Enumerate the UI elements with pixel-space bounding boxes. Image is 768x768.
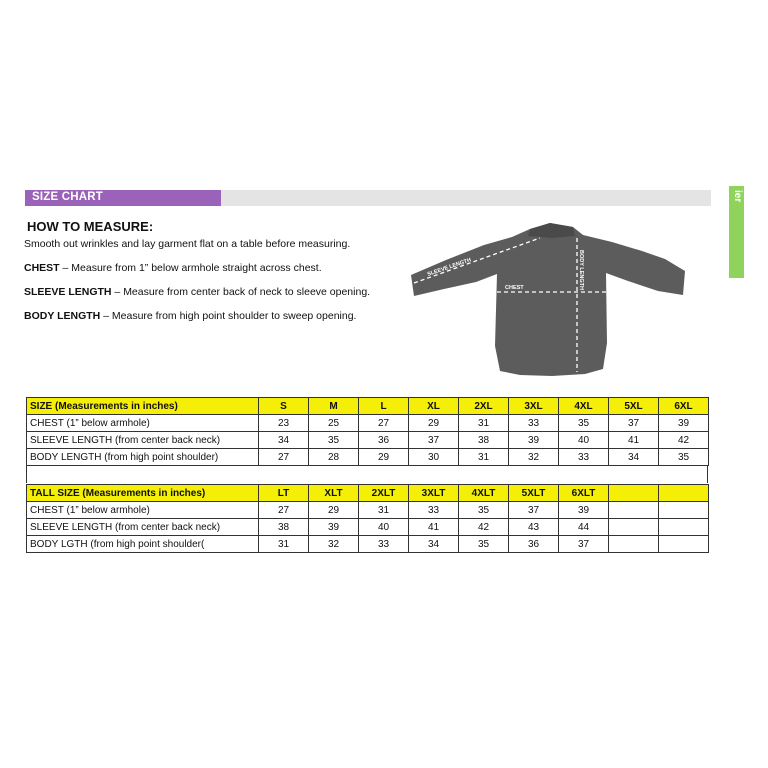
table-row [27, 519, 709, 536]
measurement-cell: 36 [359, 432, 409, 449]
size-header-cell: 4XLT [459, 485, 509, 502]
measurement-cell: 37 [409, 432, 459, 449]
measurement-cell: 44 [559, 519, 609, 536]
instruction-body [24, 310, 356, 322]
instruction-body-term: BODY LENGTH [24, 310, 101, 322]
measurement-cell: 33 [359, 536, 409, 553]
measurement-cell: 39 [309, 519, 359, 536]
instruction-sleeve [24, 286, 370, 298]
table-header-row [27, 485, 709, 502]
row-label: CHEST (1” below armhole) [27, 415, 259, 432]
measurement-cell: 32 [309, 536, 359, 553]
size-header-cell: 3XL [509, 398, 559, 415]
measurement-cell: 25 [309, 415, 359, 432]
measurement-cell: 39 [659, 415, 709, 432]
measurement-cell [609, 536, 659, 553]
size-header-cell: LT [259, 485, 309, 502]
instruction-sleeve-text: – Measure from center back of neck to sleeve opening. [111, 286, 371, 298]
measurement-cell: 36 [509, 536, 559, 553]
measurement-cell [609, 502, 659, 519]
instruction-intro: Smooth out wrinkles and lay garment flat on a table before measuring. [24, 238, 351, 250]
measurement-cell: 42 [659, 432, 709, 449]
measurement-cell: 38 [459, 432, 509, 449]
measurement-cell: 29 [409, 415, 459, 432]
row-label: BODY LGTH (from high point shoulder( [27, 536, 259, 553]
garment-sleeve-label: SLEEVE LENGTH [426, 257, 472, 278]
size-header-cell: XLT [309, 485, 359, 502]
size-header-cell [659, 485, 709, 502]
size-header-cell: 4XL [559, 398, 609, 415]
size-chart-title: SIZE CHART [32, 191, 103, 203]
measurement-cell: 28 [309, 449, 359, 466]
garment-diagram [400, 218, 700, 388]
measurement-cell: 32 [509, 449, 559, 466]
measurement-cell: 33 [509, 415, 559, 432]
table-spacer-row [26, 466, 708, 483]
table-row [27, 432, 709, 449]
row-label: CHEST (1” below armhole) [27, 502, 259, 519]
measurement-cell: 29 [359, 449, 409, 466]
table-header-row [27, 398, 709, 415]
size-header-cell [609, 485, 659, 502]
measurement-cell: 39 [559, 502, 609, 519]
size-header-cell: M [309, 398, 359, 415]
size-header-cell: 5XLT [509, 485, 559, 502]
tall-size-table [26, 484, 709, 553]
measurement-cell: 31 [459, 415, 509, 432]
table-header-label: TALL SIZE (Measurements in inches) [27, 485, 259, 502]
table-row [27, 502, 709, 519]
side-tab-label: ier [732, 190, 743, 203]
size-header-cell: S [259, 398, 309, 415]
measurement-cell: 33 [409, 502, 459, 519]
garment-collar [528, 223, 575, 238]
size-header-cell: 5XL [609, 398, 659, 415]
table-header-label: SIZE (Measurements in inches) [27, 398, 259, 415]
measurement-cell: 35 [459, 502, 509, 519]
measurement-cell: 42 [459, 519, 509, 536]
measurement-cell: 23 [259, 415, 309, 432]
size-chart-title-block [25, 190, 221, 206]
measurement-cell: 31 [259, 536, 309, 553]
garment-shirt-shape [411, 223, 685, 376]
table-row [27, 536, 709, 553]
size-header-cell: 6XLT [559, 485, 609, 502]
size-header-cell: 2XL [459, 398, 509, 415]
row-label: SLEEVE LENGTH (from center back neck) [27, 432, 259, 449]
size-header-cell: 2XLT [359, 485, 409, 502]
size-header-cell: 6XL [659, 398, 709, 415]
measurement-cell: 41 [609, 432, 659, 449]
measurement-cell: 39 [509, 432, 559, 449]
measurement-cell: 34 [409, 536, 459, 553]
measurement-cell: 40 [559, 432, 609, 449]
measurement-cell: 37 [559, 536, 609, 553]
measurement-cell: 41 [409, 519, 459, 536]
regular-size-table [26, 397, 709, 466]
side-tab[interactable] [729, 186, 744, 278]
size-header-cell: 3XLT [409, 485, 459, 502]
how-to-measure-title: HOW TO MEASURE: [27, 219, 154, 234]
measurement-cell: 43 [509, 519, 559, 536]
size-header-cell: XL [409, 398, 459, 415]
measurement-cell: 27 [259, 502, 309, 519]
measurement-cell: 29 [309, 502, 359, 519]
measurement-cell: 40 [359, 519, 409, 536]
measurement-cell [659, 502, 709, 519]
size-header-cell: L [359, 398, 409, 415]
instruction-sleeve-term: SLEEVE LENGTH [24, 286, 112, 298]
row-label: BODY LENGTH (from high point shoulder) [27, 449, 259, 466]
measurement-cell: 38 [259, 519, 309, 536]
measurement-cell: 34 [259, 432, 309, 449]
measurement-cell: 37 [509, 502, 559, 519]
measurement-cell [659, 536, 709, 553]
measurement-cell [609, 519, 659, 536]
instruction-chest-text: – Measure from 1” below armhole straight across chest. [59, 262, 322, 274]
measurement-cell: 30 [409, 449, 459, 466]
measurement-cell: 27 [359, 415, 409, 432]
garment-chest-label: CHEST [505, 285, 524, 291]
measurement-cell [659, 519, 709, 536]
measurement-cell: 35 [309, 432, 359, 449]
size-chart-header-bar [25, 190, 711, 206]
measurement-cell: 34 [609, 449, 659, 466]
instruction-chest-term: CHEST [24, 262, 60, 274]
garment-body-label: BODY LENGTH [578, 250, 584, 290]
measurement-cell: 31 [359, 502, 409, 519]
measurement-cell: 35 [659, 449, 709, 466]
measurement-cell: 35 [459, 536, 509, 553]
table-row [27, 449, 709, 466]
measurement-cell: 37 [609, 415, 659, 432]
measurement-cell: 31 [459, 449, 509, 466]
instruction-body-text: – Measure from high point shoulder to sweep opening. [100, 310, 357, 322]
measurement-cell: 27 [259, 449, 309, 466]
instruction-chest [24, 262, 322, 274]
measurement-cell: 35 [559, 415, 609, 432]
row-label: SLEEVE LENGTH (from center back neck) [27, 519, 259, 536]
measurement-cell: 33 [559, 449, 609, 466]
table-row [27, 415, 709, 432]
